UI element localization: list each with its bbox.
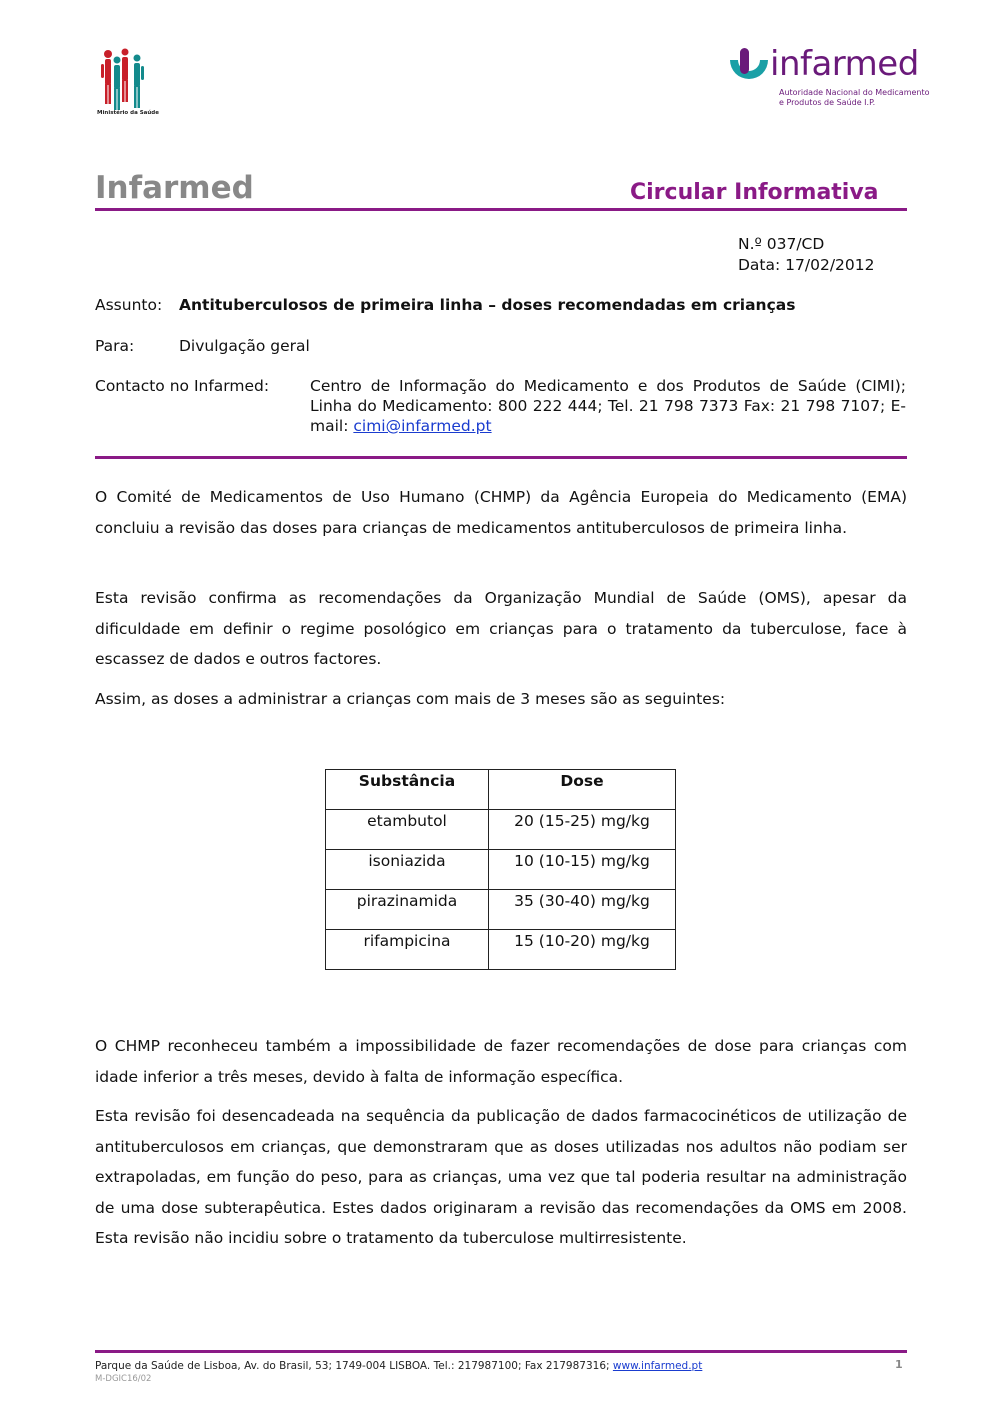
form-code: M-DGIC16/02 <box>95 1374 152 1384</box>
circular-date: Data: 17/02/2012 <box>738 256 875 274</box>
paragraph-1: O Comité de Medicamentos de Uso Humano (CHMP) da Agência Europeia do Medicamento (EMA) concluiu a revisão das doses para crianças de medicamentos antituberculosos de primeira linha. <box>95 488 907 537</box>
infarmed-logo-subtitle <box>779 88 930 108</box>
infarmed-logo-icon <box>726 46 772 92</box>
contact-text: Centro de Informação do Medicamento e dos Produtos de Saúde (CIMI); Linha do Medicamento: 800 222 444; Tel. 21 798 7373 Fax: 21 798 7107; E-mail: <box>310 377 906 435</box>
footer-address <box>95 1360 702 1372</box>
dose-cell: 10 (10-15) mg/kg <box>489 850 676 890</box>
footer-website-link[interactable]: www.infarmed.pt <box>612 1360 703 1372</box>
table-header-row <box>326 770 676 810</box>
contact-label: Contacto no Infarmed: <box>95 377 270 395</box>
dose-table <box>325 769 676 970</box>
table-row <box>326 810 676 850</box>
substance-cell: etambutol <box>326 810 489 850</box>
footer-divider <box>95 1350 907 1353</box>
dose-cell: 15 (10-20) mg/kg <box>489 930 676 970</box>
recipient-value: Divulgação geral <box>179 337 310 355</box>
subject-label: Assunto: <box>95 296 163 314</box>
circular-number: N.º 037/CD <box>738 235 825 253</box>
table-row <box>326 850 676 890</box>
paragraph-3: Assim, as doses a administrar a crianças com mais de 3 meses são as seguintes: <box>95 690 726 708</box>
contact-email-link[interactable]: cimi@infarmed.pt <box>353 417 492 435</box>
paragraph-2: Esta revisão confirma as recomendações da Organização Mundial de Saúde (OMS), apesar da dificuldade em definir o regime posológico em crianças para o tratamento da tuberculose, face à escassez de dados e outros factores. <box>95 589 907 668</box>
substance-cell: rifampicina <box>326 930 489 970</box>
ministry-logo-caption: Ministério da Saúde <box>97 110 159 116</box>
document-type-title: Circular Informativa <box>630 180 879 205</box>
substance-cell: pirazinamida <box>326 890 489 930</box>
paragraph-5: Esta revisão foi desencadeada na sequência da publicação de dados farmacocinéticos de utilização de antituberculosos em crianças, que demonstraram que as doses utilizadas nos adultos não podiam ser extrapoladas, em função do peso, para as crianças, uma vez que tal poderia resultar na administração de uma dose subterapêutica. Estes dados originaram a revisão das recomendações da OMS em 2008. Esta revisão não incidiu sobre o tratamento da tuberculose multirresistente. <box>95 1107 907 1247</box>
table-row <box>326 890 676 930</box>
recipient-label: Para: <box>95 337 135 355</box>
substance-cell: isoniazida <box>326 850 489 890</box>
footer-address-text: Parque da Saúde de Lisboa, Av. do Brasil, 53; 1749-004 LISBOA. Tel.: 217987100; Fax 217987316; <box>95 1360 613 1372</box>
infarmed-subtitle-line-2: e Produtos de Saúde I.P. <box>779 98 876 107</box>
dose-cell: 20 (15-25) mg/kg <box>489 810 676 850</box>
header-divider <box>95 208 907 211</box>
paragraph-4: O CHMP reconheceu também a impossibilidade de fazer recomendações de dose para crianças com idade inferior a três meses, devido à falta de informação específica. <box>95 1037 907 1086</box>
contact-value <box>310 376 906 436</box>
table-row <box>326 930 676 970</box>
infarmed-logo-wordmark: infarmed <box>770 44 919 84</box>
page-number: 1 <box>895 1358 903 1371</box>
fields-divider <box>95 456 907 459</box>
infarmed-subtitle-line-1: Autoridade Nacional do Medicamento <box>779 88 930 97</box>
column-header-dose: Dose <box>489 770 676 810</box>
dose-cell: 35 (30-40) mg/kg <box>489 890 676 930</box>
subject-value: Antituberculosos de primeira linha – doses recomendadas em crianças <box>179 296 796 314</box>
ministry-of-health-logo <box>96 46 158 118</box>
circular-meta <box>738 234 875 276</box>
column-header-substance: Substância <box>326 770 489 810</box>
document-brand-title: Infarmed <box>95 170 254 206</box>
